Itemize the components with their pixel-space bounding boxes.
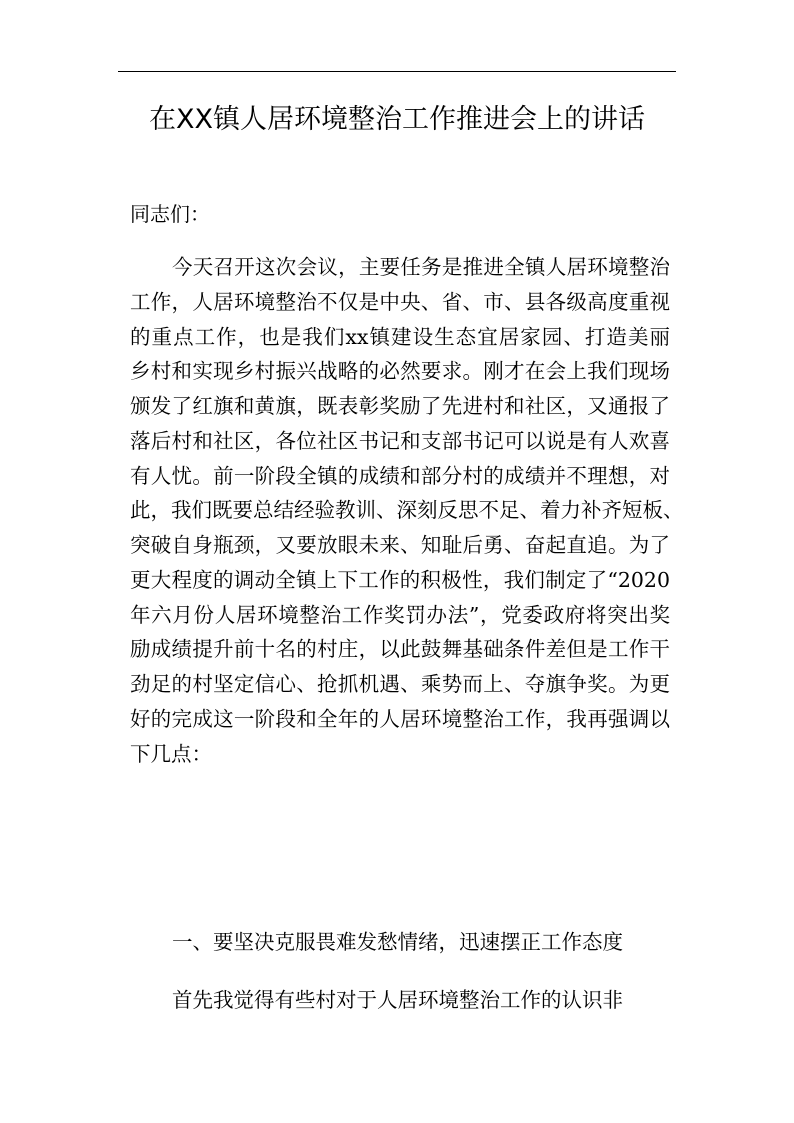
paragraph-line: 此，我们既要总结经验教训、深刻反思不足、着力补齐短板、 (130, 498, 684, 523)
paragraph-line: 突破自身瓶颈，又要放眼未来、知耻后勇、奋起直追。为了 (130, 533, 670, 557)
paragraph-line: 好的完成这一阶段和全年的人居环境整治工作，我再强调以 (130, 706, 670, 731)
paragraph-line: 励成绩提升前十名的村庄，以此鼓舞基础条件差但是工作干 (130, 637, 670, 662)
paragraph-line: 颁发了红旗和黄旗，既表彰奖励了先进村和社区，又通报了 (130, 394, 670, 418)
header-rule (118, 71, 676, 72)
paragraph-line: 工作，人居环境整治不仅是中央、省、市、县各级高度重视 (130, 289, 670, 314)
paragraph-section1 (130, 982, 670, 1017)
paragraph-line: 有人忧。前一阶段全镇的成绩和部分村的成绩并不理想，对 (130, 463, 670, 488)
paragraph-line: 落后村和社区，各位社区书记和支部书记可以说是有人欢喜 (130, 428, 670, 453)
paragraph-line: 今天召开这次会议，主要任务是推进全镇人居环境整治 (172, 255, 670, 279)
greeting: 同志们： (130, 202, 210, 226)
section-heading: 一、要坚决克服畏难发愁情绪，迅速摆正工作态度 (172, 930, 623, 954)
paragraph-line: 首先我觉得有些村对于人居环境整治工作的认识非 (172, 988, 623, 1012)
paragraph-line: 年六月份人居环境整治工作奖罚办法”，党委政府将突出奖 (130, 602, 670, 627)
paragraph-intro (130, 250, 684, 771)
paragraph-line: 更大程度的调动全镇上下工作的积极性，我们制定了“2020 (130, 567, 670, 592)
paragraph-line: 乡村和实现乡村振兴战略的必然要求。刚才在会上我们现场 (130, 359, 670, 384)
paragraph-line: 的重点工作，也是我们xx镇建设生态宜居家园、打造美丽 (130, 324, 670, 349)
paragraph-line: 劲足的村坚定信心、抢抓机遇、乘势而上、夺旗争奖。为更 (130, 672, 670, 696)
document-title: 在XX镇人居环境整治工作推进会上的讲话 (149, 104, 645, 135)
paragraph-line: 下几点： (130, 741, 212, 766)
